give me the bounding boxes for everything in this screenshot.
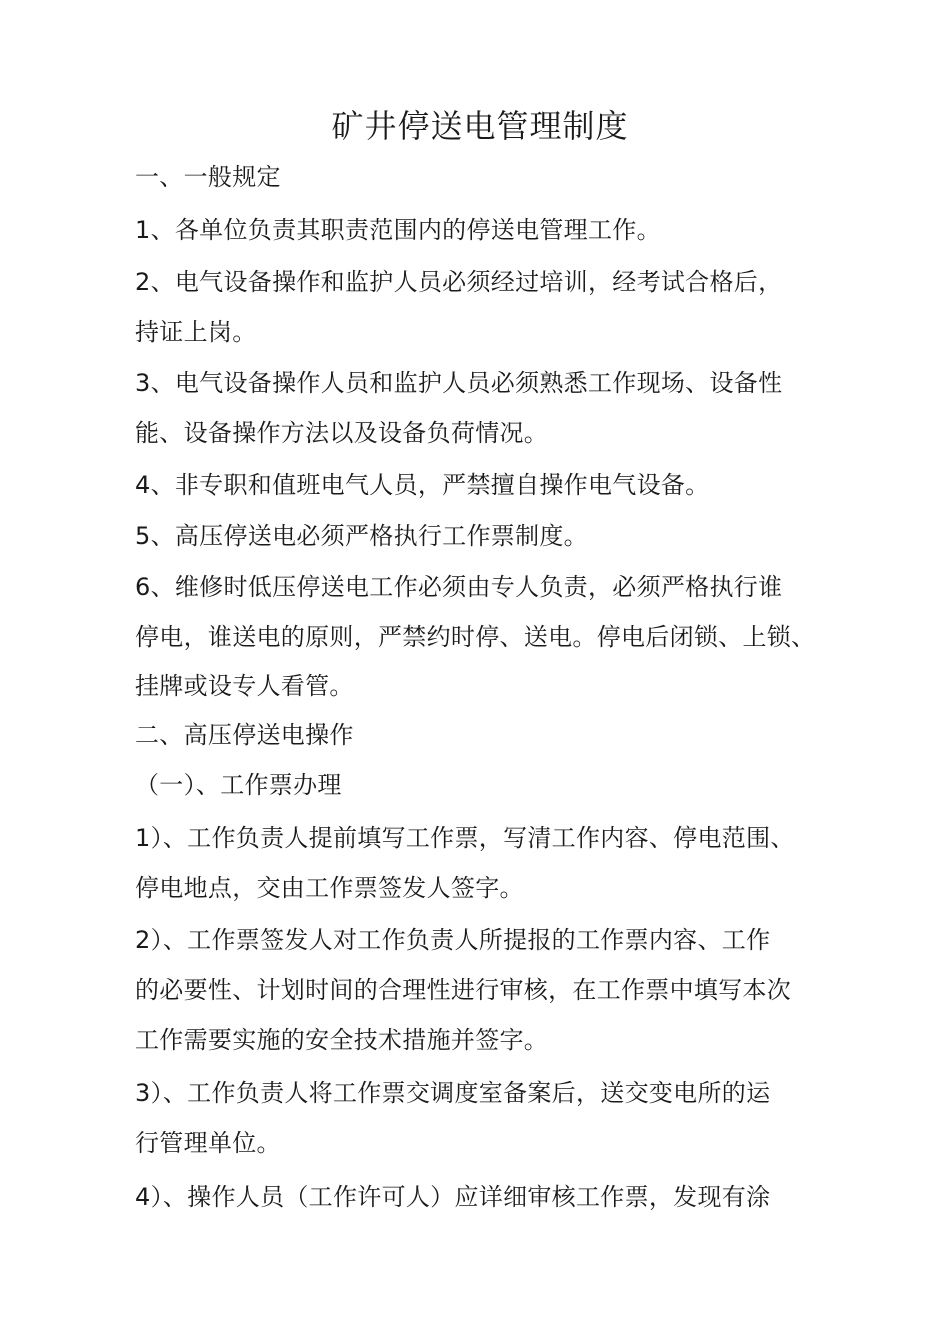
paragraph-line: 2、电气设备操作和监护人员必须经过培训，经考试合格后， xyxy=(135,268,783,296)
paragraph-line: 工作需要实施的安全技术措施并签字。 xyxy=(135,1026,549,1054)
document-title: 矿井停送电管理制度 xyxy=(331,107,629,145)
paragraph-line: 能、设备操作方法以及设备负荷情况。 xyxy=(135,419,549,447)
subsection-heading-work-ticket: （一）、工作票办理 xyxy=(135,771,342,799)
paragraph-line: 行管理单位。 xyxy=(135,1129,281,1157)
paragraph-line: 3）、工作负责人将工作票交调度室备案后，送交变电所的运 xyxy=(135,1079,771,1107)
paragraph-line: 停电地点，交由工作票签发人签字。 xyxy=(135,874,524,902)
paragraph-line: 停电，谁送电的原则，严禁约时停、送电。停电后闭锁、上锁、 xyxy=(135,623,816,651)
paragraph-line: 4）、操作人员（工作许可人）应详细审核工作票，发现有涂 xyxy=(135,1183,771,1211)
paragraph-line: 6、维修时低压停送电工作必须由专人负责，必须严格执行谁 xyxy=(135,573,783,601)
paragraph-line: 挂牌或设专人看管。 xyxy=(135,672,354,700)
section-heading-general: 一、一般规定 xyxy=(135,163,281,191)
paragraph-line: 3、电气设备操作人员和监护人员必须熟悉工作现场、设备性 xyxy=(135,369,783,397)
paragraph-line: 4、非专职和值班电气人员，严禁擅自操作电气设备。 xyxy=(135,471,710,499)
paragraph-line: 1、各单位负责其职责范围内的停送电管理工作。 xyxy=(135,216,661,244)
section-heading-high-voltage: 二、高压停送电操作 xyxy=(135,721,354,749)
paragraph-line: 2）、工作票签发人对工作负责人所提报的工作票内容、工作 xyxy=(135,926,771,954)
paragraph-line: 1）、工作负责人提前填写工作票，写清工作内容、停电范围、 xyxy=(135,824,795,852)
paragraph-line: 5、高压停送电必须严格执行工作票制度。 xyxy=(135,522,588,550)
paragraph-line: 持证上岗。 xyxy=(135,318,257,346)
paragraph-line: 的必要性、计划时间的合理性进行审核，在工作票中填写本次 xyxy=(135,976,792,1004)
